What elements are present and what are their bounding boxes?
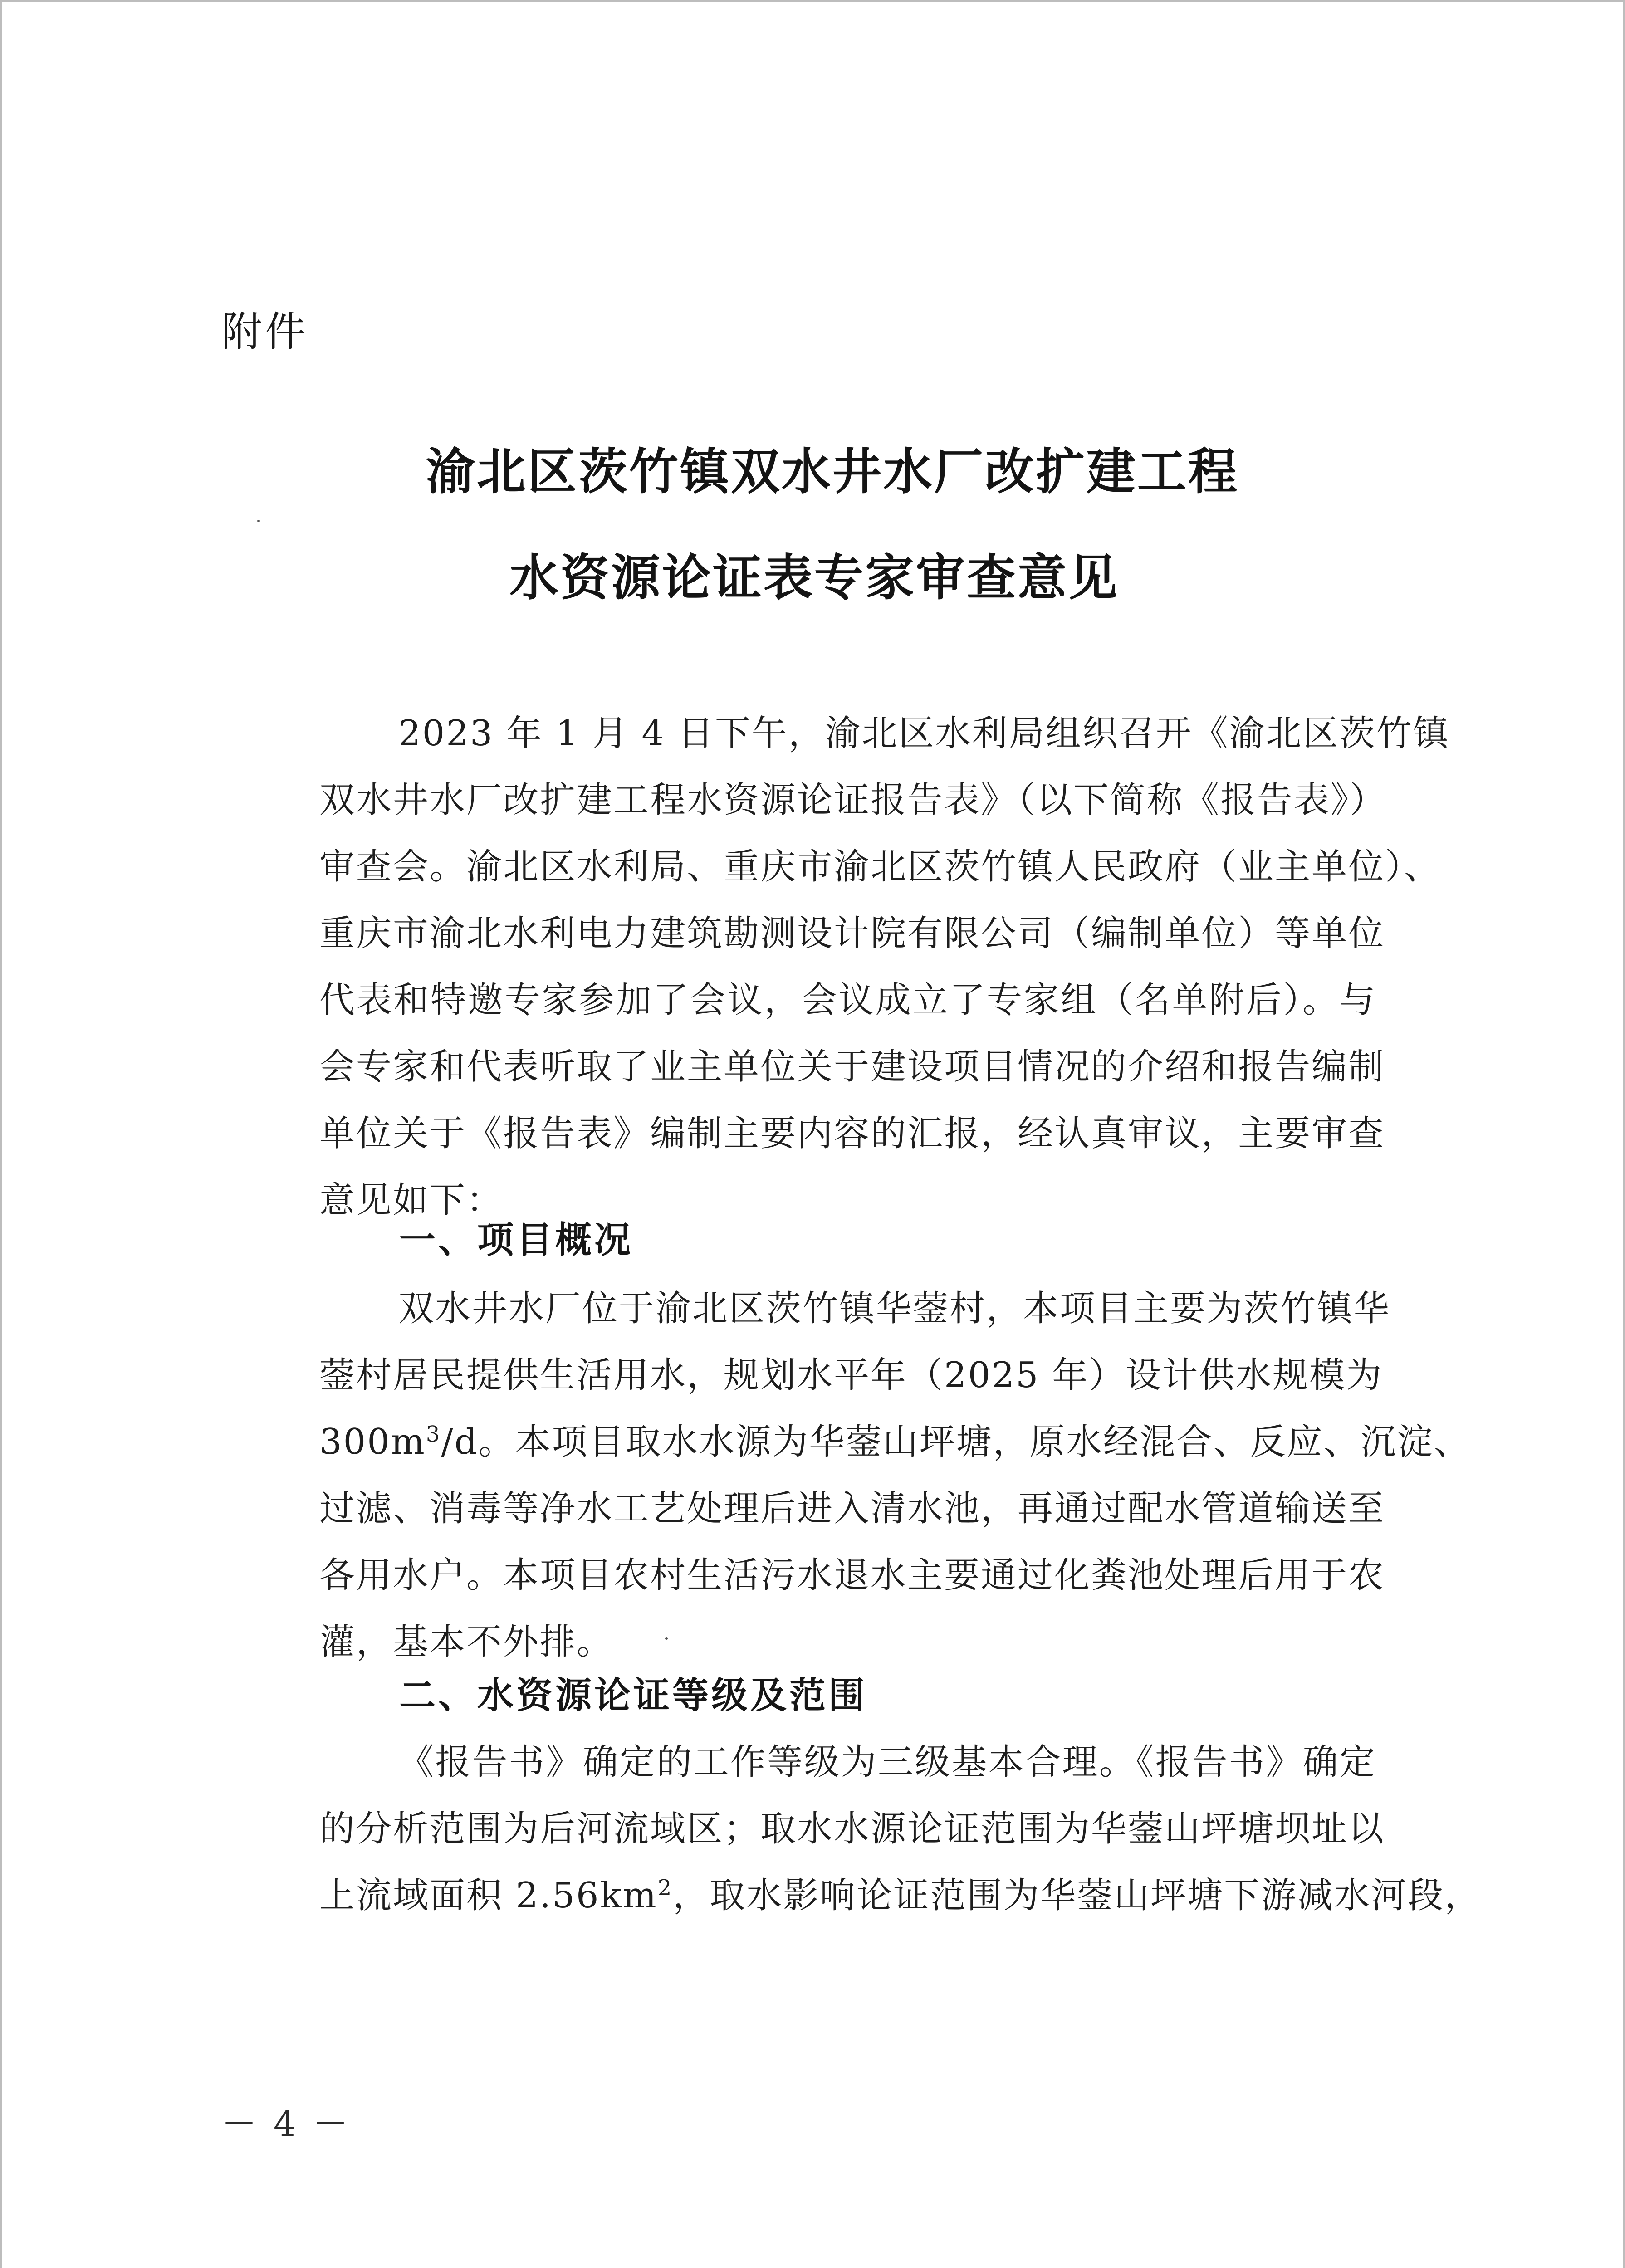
document-title-line-2: 水资源论证表专家审查意见 [509,550,1119,606]
overview-line: 蓥村居民提供生活用水，规划水平年（2025 年）设计供水规模为 [319,1355,1383,1396]
intro-line: 审查会。渝北区水利局、重庆市渝北区茨竹镇人民政府（业主单位）、 [319,846,1441,887]
scan-speck [257,520,260,522]
overview-line: 过滤、消毒等净水工艺处理后进入清水池，再通过配水管道输送至 [319,1488,1385,1529]
catchment-area-sup: 2 [657,1875,673,1901]
overview-paragraph [319,1276,1471,1676]
document-title-line-1: 渝北区茨竹镇双水井水厂改扩建工程 [426,444,1239,500]
intro-line: 2023 年 1 月 4 日下午，渝北区水利局组织召开《渝北区茨竹镇 [398,713,1450,754]
attachment-label: 附件 [221,308,308,356]
supply-scale-value: 300m [319,1422,426,1462]
intro-line: 双水井水厂改扩建工程水资源论证报告表》（以下简称《报告表》） [319,780,1387,821]
scope-paragraph [319,1729,1482,1929]
overview-line: 灌，基本不外排。 [319,1622,614,1662]
section-heading-scope: 二、水资源论证等级及范围 [399,1674,867,1716]
overview-line: 各用水户。本项目农村生活污水退水主要通过化粪池处理后用于农 [319,1555,1385,1596]
intro-line: 单位关于《报告表》编制主要内容的汇报，经认真审议，主要审查 [319,1113,1385,1154]
intro-line: 会专家和代表听取了业主单位关于建设项目情况的介绍和报告编制 [319,1046,1385,1087]
intro-line: 代表和特邀专家参加了会议，会议成立了专家组（名单附后）。与 [319,980,1376,1021]
supply-scale-sup: 3 [426,1422,441,1447]
catchment-area: 上流域面积 2.56km [319,1875,658,1916]
scope-line: 上流域面积 $2.56km^2$，取水影响论证范围为华蓥山坪塘下游减水河段， [319,1875,1482,1916]
scope-line: 的分析范围为后河流域区；取水水源论证范围为华蓥山坪塘坝址以 [319,1809,1385,1849]
intro-paragraph [319,700,1450,1234]
overview-line: 双水井水厂位于渝北区茨竹镇华蓥村，本项目主要为茨竹镇华 [398,1288,1391,1329]
scope-line: 《报告书》确定的工作等级为三级基本合理。《报告书》确定 [398,1742,1376,1783]
section-heading-overview: 一、项目概况 [399,1219,633,1261]
supply-scale-unit: /d。 [441,1422,515,1462]
intro-line: 重庆市渝北水利电力建筑勘测设计院有限公司（编制单位）等单位 [319,913,1385,954]
page-number: － 4 － [221,2104,351,2145]
intro-line: 意见如下： [319,1180,504,1221]
overview-line: $300m^3/d$。本项目取水水源为华蓥山坪塘，原水经混合、反应、沉淀、 [319,1422,1471,1462]
